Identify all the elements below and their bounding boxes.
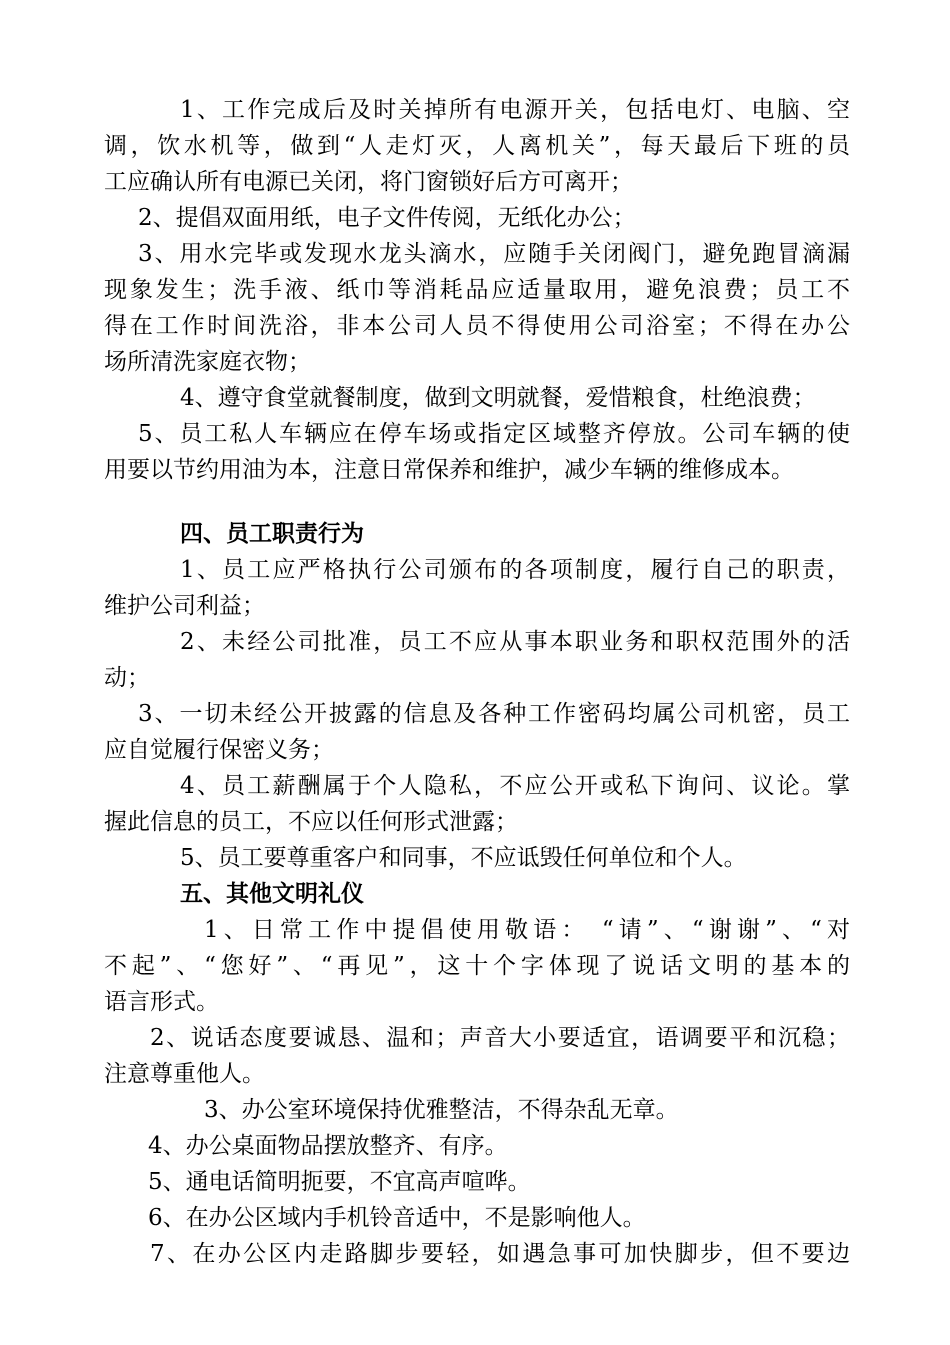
paragraph-line: 5、员工要尊重客户和同事，不应诋毁任何单位和个人。 <box>180 845 747 871</box>
paragraph-line: 语言形式。 <box>104 989 219 1015</box>
paragraph-line: 用要以节约用油为本，注意日常保养和维护，减少车辆的维修成本。 <box>104 457 794 483</box>
paragraph-line: 2、提倡双面用纸，电子文件传阅，无纸化办公； <box>138 205 636 231</box>
paragraph-line: 注意尊重他人。 <box>104 1061 265 1087</box>
paragraph-line: 应自觉履行保密义务； <box>104 737 334 763</box>
paragraph-line: 工应确认所有电源已关闭，将门窗锁好后方可离开； <box>104 169 633 195</box>
paragraph-line: 3、办公室环境保持优雅整洁，不得杂乱无章。 <box>204 1097 679 1123</box>
paragraph-line: 2、未经公司批准，员工不应从事本职业务和职权范围外的活 <box>180 629 850 655</box>
paragraph-line: 3、一切未经公开披露的信息及各种工作密码均属公司机密，员工 <box>138 701 850 727</box>
paragraph-line: 调，饮水机等，做到“人走灯灭，人离机关”，每天最后下班的员 <box>104 133 850 159</box>
paragraph-line: 1、员工应严格执行公司颁布的各项制度，履行自己的职责， <box>180 557 850 583</box>
paragraph-line: 1、日常工作中提倡使用敬语： “请”、“谢谢”、“对 <box>204 917 850 943</box>
paragraph-line: 现象发生；洗手液、纸巾等消耗品应适量取用，避免浪费；员工不 <box>104 277 850 303</box>
paragraph-line: 2、说话态度要诚恳、温和；声音大小要适宜，语调要平和沉稳； <box>150 1025 850 1051</box>
paragraph-line: 5、通电话简明扼要，不宜高声喧哗。 <box>148 1169 531 1195</box>
paragraph-line: 6、在办公区域内手机铃音适中，不是影响他人。 <box>148 1205 646 1231</box>
paragraph-line: 1、工作完成后及时关掉所有电源开关，包括电灯、电脑、空 <box>180 97 850 123</box>
paragraph-line: 不起”、“您好”、“再见”，这十个字体现了说话文明的基本的 <box>104 953 850 979</box>
section-heading: 四、员工职责行为 <box>180 520 364 547</box>
paragraph-line: 维护公司利益； <box>104 593 265 619</box>
paragraph-line: 握此信息的员工，不应以任何形式泄露； <box>104 809 518 835</box>
paragraph-line: 动； <box>104 665 150 691</box>
paragraph-line: 4、员工薪酬属于个人隐私，不应公开或私下询问、议论。掌 <box>180 773 850 799</box>
paragraph-line: 4、办公桌面物品摆放整齐、有序。 <box>148 1133 508 1159</box>
paragraph-line: 4、遵守食堂就餐制度，做到文明就餐，爱惜粮食，杜绝浪费； <box>180 385 816 411</box>
section-heading: 五、其他文明礼仪 <box>180 880 364 907</box>
paragraph-line: 3、用水完毕或发现水龙头滴水，应随手关闭阀门，避免跑冒滴漏 <box>138 241 850 267</box>
paragraph-line: 得在工作时间洗浴，非本公司人员不得使用公司浴室；不得在办公 <box>104 313 850 339</box>
paragraph-line: 场所清洗家庭衣物； <box>104 349 311 375</box>
paragraph-line: 7、在办公区内走路脚步要轻，如遇急事可加快脚步，但不要边 <box>150 1241 850 1267</box>
paragraph-line: 5、员工私人车辆应在停车场或指定区域整齐停放。公司车辆的使 <box>138 421 850 447</box>
